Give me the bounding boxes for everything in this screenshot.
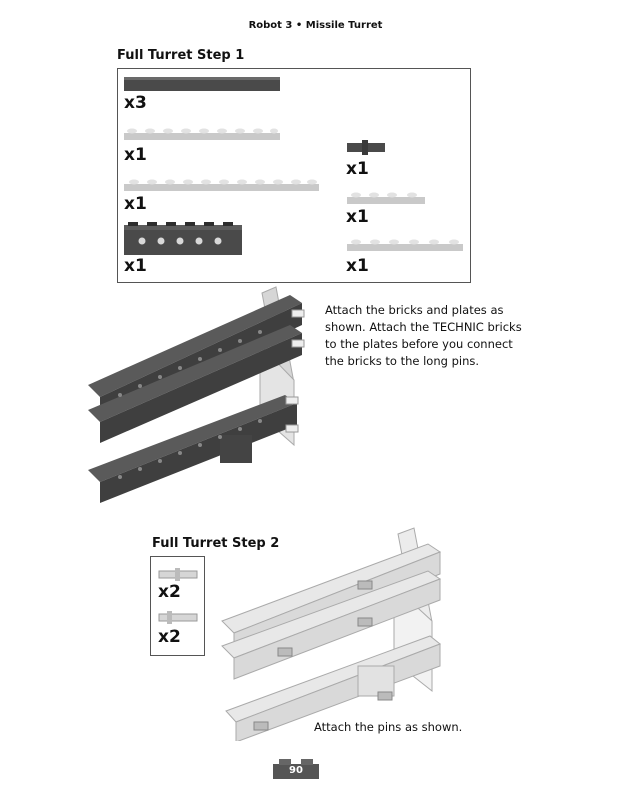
step1-parts-box — [117, 68, 471, 283]
friction-pin-light-icon — [159, 568, 197, 581]
step2-title: Full Turret Step 2 — [152, 536, 280, 551]
technic-brick-1x16-dark-icon — [124, 77, 280, 91]
step2-caption: Attach the pins as shown. — [314, 720, 463, 734]
header-separator: • — [295, 20, 303, 31]
plate-1x6-light-icon — [347, 240, 463, 252]
running-header — [0, 20, 631, 31]
header-robot: Robot 3 — [248, 20, 293, 31]
part-qty: x1 — [124, 145, 147, 165]
part-qty: x1 — [346, 207, 369, 227]
step2-parts-box — [150, 556, 205, 656]
long-pin-light-icon — [159, 611, 197, 624]
part-qty: x1 — [124, 256, 147, 276]
step1-parts-art — [118, 69, 470, 282]
part-qty: x2 — [158, 627, 181, 647]
step1-caption: Attach the bricks and plates as shown. Attach the TECHNIC bricks to the plates before you connect the bricks to the long pins. — [325, 303, 522, 368]
part-qty: x1 — [124, 194, 147, 214]
axle-pin-dark-icon — [347, 140, 385, 155]
plate-1x10-light-icon — [124, 129, 280, 141]
part-qty: x1 — [346, 159, 369, 179]
header-section: Missile Turret — [305, 20, 383, 31]
step2-assembly-illustration — [218, 526, 448, 741]
part-qty: x1 — [346, 256, 369, 276]
plate-1x12-light-icon — [124, 180, 319, 192]
technic-brick-1x6-dark-icon — [124, 222, 242, 255]
part-qty: x2 — [158, 582, 181, 602]
plate-1x4-light-icon — [347, 193, 425, 205]
step1-assembly-illustration — [80, 285, 320, 510]
page-number: 90 — [289, 765, 303, 776]
part-qty: x3 — [124, 93, 147, 113]
step1-title: Full Turret Step 1 — [117, 48, 245, 63]
